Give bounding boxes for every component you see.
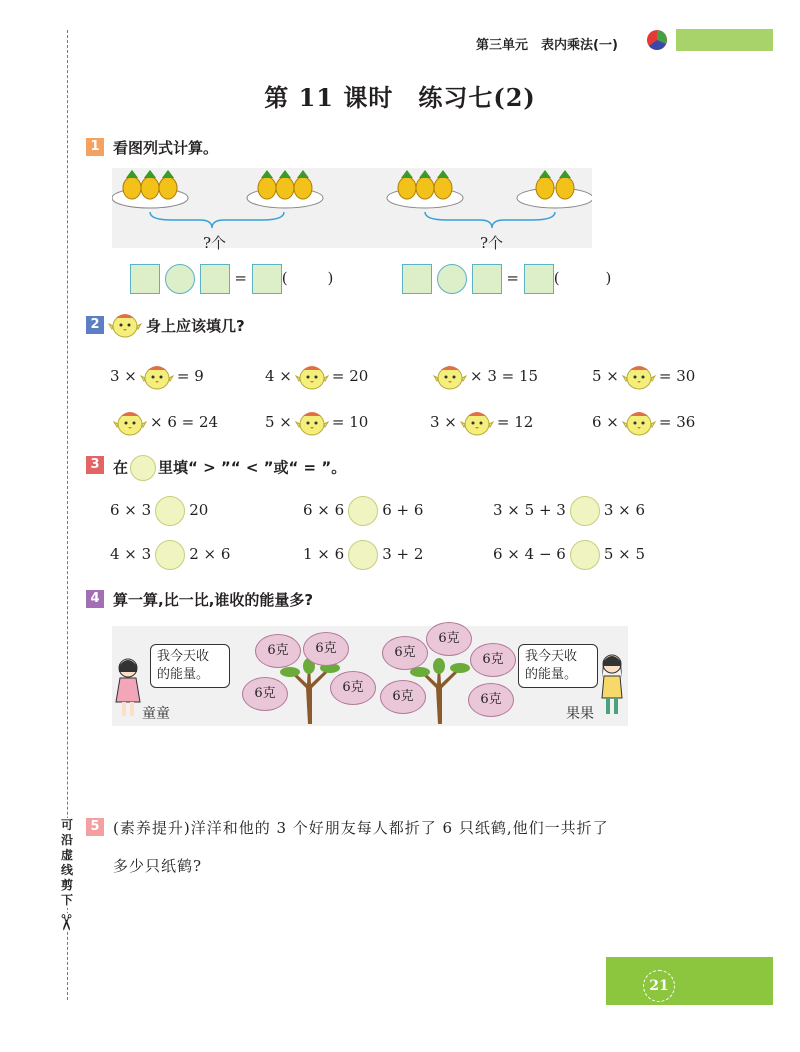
paren-right: ): [605, 269, 612, 287]
chick-icon: [108, 308, 142, 338]
comparison-right: 2 × 6: [189, 545, 231, 563]
compare-answer-circle[interactable]: [570, 540, 600, 570]
chick-equation: [110, 406, 218, 440]
question-label-left: ?个: [203, 234, 227, 252]
question-1-text: 看图列式计算。: [113, 139, 219, 157]
girl-tongtong-icon: [112, 656, 144, 722]
question-3-text-post: 里填“ > ”“ < ”或“ = ”。: [158, 458, 347, 477]
energy-cloud: 6克: [242, 677, 288, 711]
page-title: 第 11 课时 练习七(2): [264, 83, 536, 112]
equation-row-left: = ( ): [130, 264, 333, 294]
color-ball-icon: [646, 29, 668, 51]
energy-cloud: 6克: [468, 683, 514, 717]
question-5-line-1: (素养提升)洋洋和他的 3 个好朋友每人都折了 6 只纸鹤,他们一共折了: [113, 819, 609, 837]
paren-right: ): [327, 269, 334, 287]
pineapple-plates-icon: [112, 168, 592, 248]
bubble-line-2: 的能量。: [157, 667, 210, 682]
chick-equation: [592, 360, 695, 394]
chick-equation: [110, 360, 204, 394]
girl-guoguo-icon: [596, 652, 628, 722]
chick-equation: [430, 360, 538, 394]
energy-cloud: 6克: [330, 671, 376, 705]
compare-answer-circle[interactable]: [348, 540, 378, 570]
name-tongtong: 童童: [142, 706, 170, 722]
equation-row-right: = ( ): [402, 264, 611, 294]
question-3-text-pre: 在: [113, 458, 129, 477]
comparison-right: 20: [189, 501, 209, 519]
comparison-right: 5 × 5: [603, 545, 646, 563]
comparison-right: 3 × 6: [603, 501, 646, 519]
equation-prefix: 5 ×: [592, 367, 619, 385]
operator-circle[interactable]: [165, 264, 195, 294]
pineapple-picture: [112, 168, 592, 248]
compare-answer-circle[interactable]: [348, 496, 378, 526]
energy-cloud: 6克: [426, 622, 472, 656]
chick-equation: [265, 360, 368, 394]
speech-bubble-left: [150, 644, 230, 688]
header-green-bar: [676, 29, 773, 51]
comparison-item: [493, 540, 645, 570]
unit-header: 第三单元 表内乘法(一): [476, 38, 618, 53]
bubble-line-1: 我今天收: [525, 649, 578, 664]
paren-left: (: [281, 269, 288, 287]
question-4-text: 算一算,比一比,谁收的能量多?: [113, 591, 314, 609]
answer-box[interactable]: [130, 264, 160, 294]
chick-blank-icon[interactable]: [622, 406, 656, 440]
question-number-4: 4: [86, 590, 104, 608]
comparison-item: [303, 540, 423, 570]
answer-box[interactable]: [524, 264, 554, 294]
question-5-line-2: 多少只纸鹤?: [113, 857, 203, 875]
comparison-item: [110, 496, 208, 526]
operator-circle[interactable]: [437, 264, 467, 294]
equation-prefix: 3 ×: [430, 413, 457, 431]
equation-suffix: × 3 = 15: [470, 367, 539, 385]
comparison-left: 6 × 3: [110, 501, 152, 519]
cut-instruction: 可沿虚线剪下: [58, 818, 76, 908]
paren-left: (: [553, 269, 560, 287]
comparison-left: 3 × 5 + 3: [493, 501, 566, 519]
chick-blank-icon[interactable]: [460, 406, 494, 440]
question-number-2: 2: [86, 316, 104, 334]
equation-prefix: 4 ×: [265, 367, 292, 385]
equation-suffix: = 10: [331, 413, 369, 431]
footer-green-bar: [606, 957, 773, 1005]
chick-equation: [592, 406, 695, 440]
comparison-item: [110, 540, 230, 570]
question-number-1: 1: [86, 138, 104, 156]
equation-suffix: = 30: [658, 367, 696, 385]
question-3-text: [113, 455, 346, 481]
scissors-icon: ✂: [52, 913, 78, 932]
energy-cloud: 6克: [470, 643, 516, 677]
comparison-right: 3 + 2: [382, 545, 424, 563]
comparison-item: [303, 496, 423, 526]
equation-suffix: = 12: [496, 413, 534, 431]
chick-blank-icon[interactable]: [622, 360, 656, 394]
chick-equation: [430, 406, 533, 440]
chick-blank-icon[interactable]: [140, 360, 174, 394]
answer-box[interactable]: [472, 264, 502, 294]
equation-suffix: = 9: [176, 367, 204, 385]
equation-suffix: = 20: [331, 367, 369, 385]
equation-suffix: = 36: [658, 413, 696, 431]
comparison-left: 4 × 3: [110, 545, 152, 563]
equation-suffix: × 6 = 24: [150, 413, 219, 431]
chick-blank-icon[interactable]: [295, 360, 329, 394]
sample-circle: [130, 455, 156, 481]
answer-box[interactable]: [200, 264, 230, 294]
comparison-left: 1 × 6: [303, 545, 345, 563]
speech-bubble-right: [518, 644, 598, 688]
compare-answer-circle[interactable]: [570, 496, 600, 526]
chick-equation: [265, 406, 368, 440]
comparison-left: 6 × 6: [303, 501, 345, 519]
chick-blank-icon[interactable]: [113, 406, 147, 440]
question-label-right: ?个: [480, 234, 504, 252]
chick-blank-icon[interactable]: [433, 360, 467, 394]
energy-cloud: 6克: [382, 636, 428, 670]
bubble-line-2: 的能量。: [525, 667, 578, 682]
answer-box[interactable]: [252, 264, 282, 294]
chick-blank-icon[interactable]: [295, 406, 329, 440]
bubble-line-1: 我今天收: [157, 649, 210, 664]
question-number-5: 5: [86, 818, 104, 836]
equation-prefix: 3 ×: [110, 367, 137, 385]
energy-cloud: 6克: [255, 634, 301, 668]
energy-cloud: 6克: [303, 632, 349, 666]
comparison-right: 6 + 6: [382, 501, 424, 519]
name-guoguo: 果果: [566, 706, 594, 722]
question-number-3: 3: [86, 456, 104, 474]
energy-cloud: 6克: [380, 680, 426, 714]
page-number: 21: [643, 970, 675, 1002]
question-2-text: 身上应该填几?: [146, 317, 245, 335]
compare-answer-circle[interactable]: [155, 496, 185, 526]
compare-answer-circle[interactable]: [155, 540, 185, 570]
answer-box[interactable]: [402, 264, 432, 294]
equation-prefix: 5 ×: [265, 413, 292, 431]
comparison-item: [493, 496, 645, 526]
equation-prefix: 6 ×: [592, 413, 619, 431]
comparison-left: 6 × 4 − 6: [493, 545, 566, 563]
